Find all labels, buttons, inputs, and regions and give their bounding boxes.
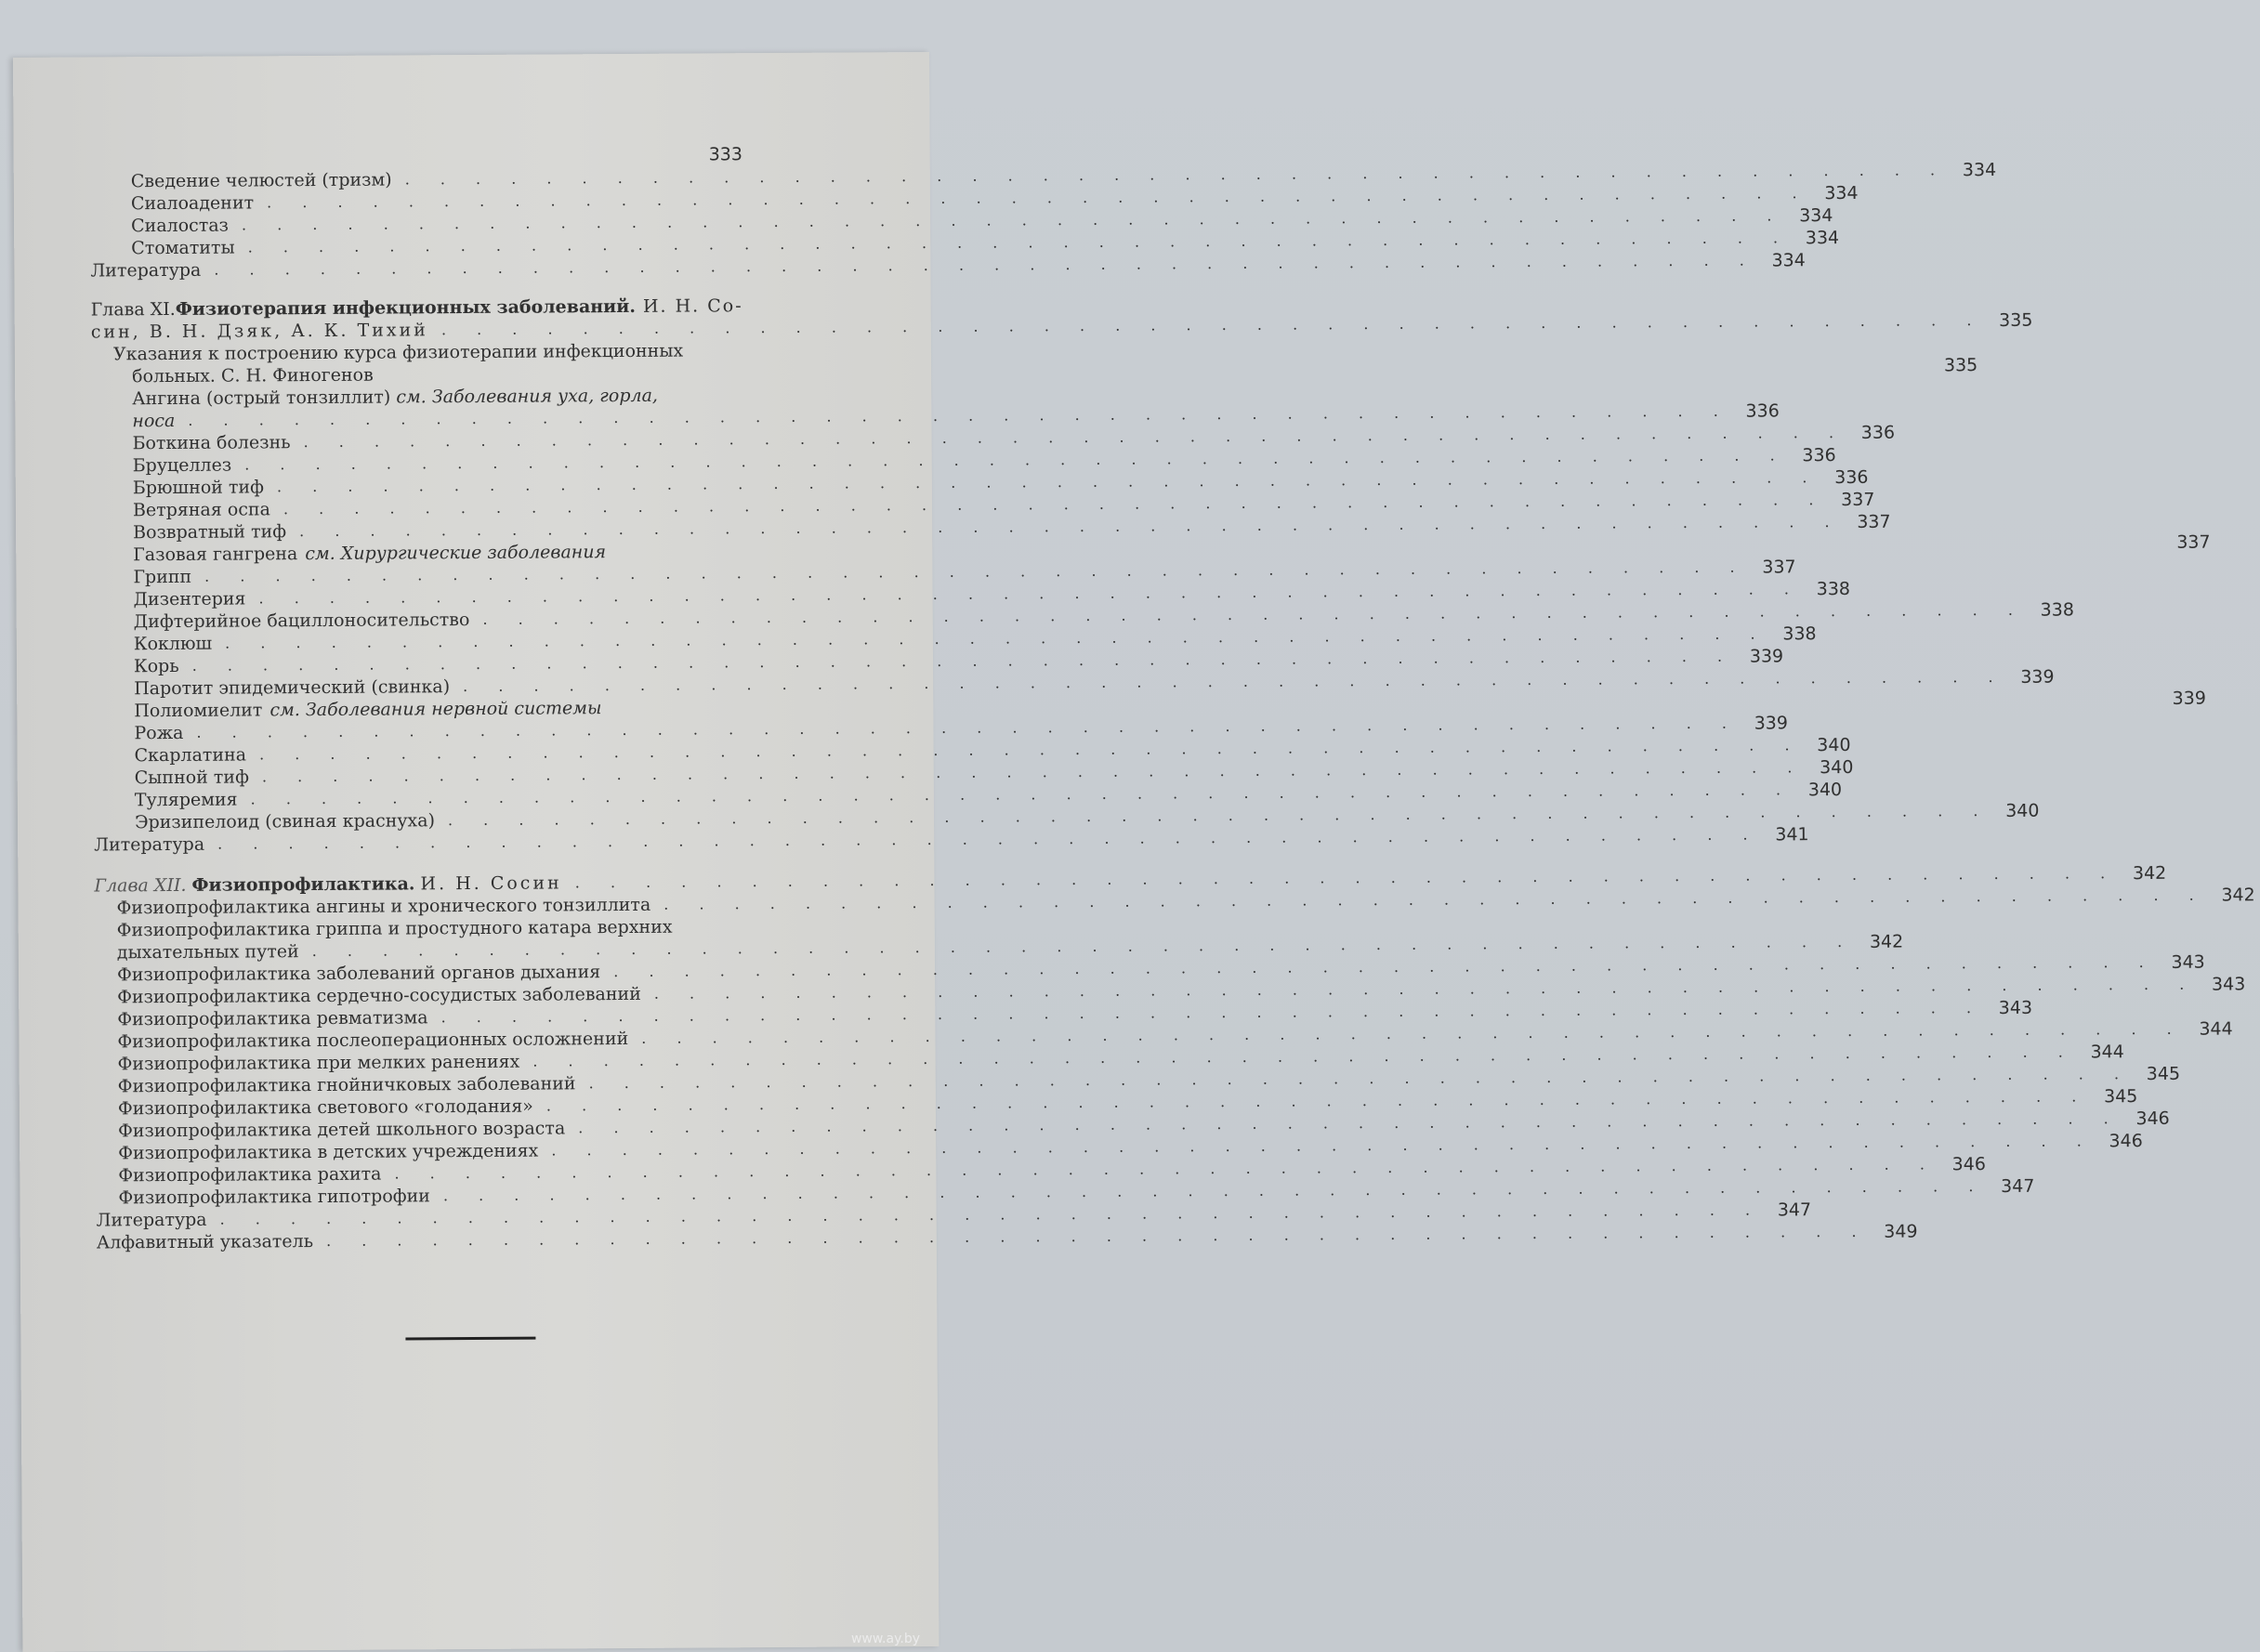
leader-dots: . . . . . . . . . . . . . . . . . . . . . . . . . . . . . . . . . . . . . . . . . . . . bbox=[247, 229, 1792, 256]
toc-entry-page: 338 bbox=[1816, 578, 1851, 600]
toc-entry-title: Дизентерия bbox=[133, 588, 246, 610]
leader-dots: . . . . . . . . . . . . . . . . . . . . . . . . . . . . . . . . . . . . . . . . . . . . bbox=[250, 780, 1794, 808]
toc-entry-page: 340 bbox=[2005, 800, 2040, 821]
toc-entry-title: больных. С. Н. Финогенов bbox=[132, 364, 374, 387]
toc-entry-page: 340 bbox=[1817, 734, 1851, 756]
cross-reference: см. Заболевания уха, горла, bbox=[396, 385, 659, 408]
toc-entry-page: 336 bbox=[1745, 400, 1780, 422]
toc-entry-title: Паротит эпидемический (свинка) bbox=[134, 676, 451, 700]
toc-entry-title: Дифтерийное бациллоносительство bbox=[133, 610, 470, 633]
leader-dots: . . . . . . . . . . . . . . . . . . . . . . . . . . . . . . . . . . . . . . . . . . . . bbox=[214, 251, 1757, 279]
toc-entry-page: 342 bbox=[2221, 885, 2255, 906]
leader-dots: . . . . . . . . . . . . . . . . . . . . . . . . . . . . . . . . . . . . . . . . . . . . bbox=[440, 311, 1985, 339]
toc-entry-page: 338 bbox=[1782, 623, 1817, 645]
leader-dots: . . . . . . . . . . . . . . . . . . . . . . . . . . . . . . . . . . . . . . . . . . . . bbox=[442, 1177, 1987, 1205]
toc-entry-page: 338 bbox=[2040, 599, 2074, 621]
leader-dots: . . . . . . . . . . . . . . . . . . . . . . . . . . . . . . . . . . . . . . . . . . . . bbox=[217, 825, 1761, 853]
book-page bbox=[13, 52, 2255, 1652]
toc-entry-title: Газовая гангрена bbox=[133, 544, 298, 566]
leader-dots: . . . . . . . . . . . . . . . . . . . . . . . . . . . . . . . . . . . . . . . . . . . . bbox=[311, 932, 1856, 961]
leader-dots: . . . . . . . . . . . . . . . . . . . . . . . . . . . . . . . . . . . . . . . . . . . . bbox=[463, 667, 2006, 696]
toc-entry-page: 336 bbox=[1802, 445, 1836, 466]
toc-entry-title: Литература bbox=[96, 1209, 207, 1231]
leader-dots: . . . . . . . . . . . . . . . . . . . . . . . . . . . . . . . . . . . . . . . . . . . . bbox=[641, 1019, 2185, 1047]
toc-entry-title: Физиопрофилактика гриппа и простудного катара верхних bbox=[116, 916, 673, 941]
toc-entry-title: Скарлатина bbox=[134, 744, 247, 767]
leader-dots: . . . . . . . . . . . . . . . . . . . . . . . . . . . . . . . . . . . . . . . . . . . . bbox=[225, 624, 1768, 652]
toc-entry-title: Эризипелоид (свиная краснуха) bbox=[134, 810, 436, 833]
toc-entry-page: 336 bbox=[1860, 422, 1896, 443]
toc-entry-page: 344 bbox=[2090, 1042, 2124, 1063]
leader-dots: . . . . . . . . . . . . . . . . . . . . . . . . . . . . . . . . . . . . . . . . . . . . bbox=[188, 401, 1731, 429]
toc-entry-page: 342 bbox=[1869, 931, 1904, 952]
toc-entry-page: 347 bbox=[2001, 1175, 2035, 1197]
toc-entry bbox=[90, 250, 1806, 282]
chapter-label: Глава XII. bbox=[94, 874, 187, 897]
toc-entry-page: 345 bbox=[2104, 1086, 2138, 1108]
toc-entry-title: Сиалостаз bbox=[131, 215, 230, 237]
toc-entry-title: Физиопрофилактика послеоперационных осложнений bbox=[117, 1028, 629, 1053]
toc-entry-page: 342 bbox=[2132, 862, 2167, 885]
toc-entry-page: 347 bbox=[1777, 1200, 1812, 1221]
toc-entry-page: 335 bbox=[1999, 309, 2033, 331]
leader-dots: . . . . . . . . . . . . . . . . . . . . . . . . . . . . . . . . . . . . . . . . . . . . bbox=[191, 647, 1736, 675]
leader-dots: . . . . . . . . . . . . . . . . . . . . . . . . . . . . . . . . . . . . . . . . . . . . bbox=[196, 714, 1740, 741]
chapter-title: Физиотерапия инфекционных заболеваний. bbox=[175, 295, 636, 320]
toc-top-page-number: 333 bbox=[708, 144, 742, 165]
toc-entry-title: Сыпной тиф bbox=[134, 767, 249, 789]
leader-dots: . . . . . . . . . . . . . . . . . . . . . . . . . . . . . . . . . . . . . . . . . . . . bbox=[653, 975, 2198, 1003]
toc-entry-page: 337 bbox=[1841, 489, 1875, 510]
toc-entry-page: 334 bbox=[1824, 182, 1859, 204]
leader-dots: . . . . . . . . . . . . . . . . . . . . . . . . . . . . . . . . . . . . . . . . . . . . bbox=[574, 864, 2119, 892]
toc-entry-title: Физиопрофилактика рахита bbox=[118, 1163, 382, 1187]
toc-entry-title: Боткина болезнь bbox=[132, 432, 291, 454]
toc-entry-title: Физиопрофилактика гипотрофии bbox=[118, 1186, 430, 1209]
end-rule bbox=[405, 1337, 535, 1341]
toc-entry bbox=[132, 355, 1978, 387]
toc-entry-title: Туляремия bbox=[134, 789, 238, 811]
toc-entry bbox=[116, 885, 2255, 919]
leader-dots: . . . . . . . . . . . . . . . . . . . . . . . . . . . . . . . . . . . . . . . . . . . . bbox=[394, 1155, 1938, 1183]
toc-entry-title: Физиопрофилактика детей школьного возраста bbox=[117, 1118, 566, 1142]
leader-dots: . . . . . . . . . . . . . . . . . . . . . . . . . . . . . . . . . . . . . . . . . . . . bbox=[299, 512, 1843, 541]
toc-entry-title: Возвратный тиф bbox=[133, 521, 287, 544]
leader-dots: . . . . . . . . . . . . . . . . . . . . . . . . . . . . . . . . . . . . . . . . . . . . bbox=[241, 206, 1785, 234]
toc-entry-page: 339 bbox=[2020, 666, 2055, 688]
toc-entry-page: 346 bbox=[2109, 1131, 2143, 1152]
toc-entry-title: Физиопрофилактика сердечно-сосудистых заболеваний bbox=[117, 983, 641, 1008]
toc-entry-title: Корь bbox=[133, 655, 179, 677]
toc-entry-title: Сведение челюстей (тризм) bbox=[130, 169, 392, 192]
chapter-authors-continued: син, В. Н. Дзяк, А. К. Тихий bbox=[90, 320, 428, 343]
leader-dots: . . . . . . . . . . . . . . . . . . . . . . . . . . . . . . . . . . . . . . . . . . . . bbox=[276, 468, 1820, 496]
table-of-contents bbox=[13, 52, 2255, 1652]
toc-entry-page: 334 bbox=[1799, 205, 1833, 227]
toc-entry-title: Ветряная оспа bbox=[132, 499, 271, 521]
leader-dots: . . . . . . . . . . . . . . . . . . . . . . . . . . . . . . . . . . . . . . . . . . . . bbox=[447, 802, 1991, 830]
toc-entry-page: 346 bbox=[2135, 1108, 2170, 1130]
toc-entry-page: 334 bbox=[1771, 250, 1806, 271]
leader-dots: . . . . . . . . . . . . . . . . . . . . . . . . . . . . . . . . . . . . . . . . . . . . bbox=[545, 1087, 2090, 1115]
chapter-label: Глава XI. bbox=[90, 298, 176, 321]
cross-reference: см. Хирургические заболевания bbox=[305, 542, 607, 565]
chapter-authors: И. Н. Со- bbox=[642, 295, 743, 317]
toc-entry-title: Коклюш bbox=[133, 633, 213, 655]
leader-dots: . . . . . . . . . . . . . . . . . . . . . . . . . . . . . . . . . . . . . . . . . . . . bbox=[440, 999, 1985, 1027]
toc-entry-page: 337 bbox=[2176, 531, 2211, 553]
cross-reference: см. Заболевания нервной системы bbox=[269, 698, 602, 721]
toc-entry-page: 339 bbox=[1749, 646, 1784, 667]
toc-entry-title: Физиопрофилактика в детских учреждениях bbox=[118, 1140, 539, 1164]
toc-entry-title bbox=[132, 385, 658, 410]
toc-entry-page: 334 bbox=[1805, 227, 1840, 249]
toc-entry-page: 337 bbox=[1857, 511, 1891, 532]
toc-entry-title: Стоматиты bbox=[131, 237, 235, 259]
leader-dots: . . . . . . . . . . . . . . . . . . . . . . . . . . . . . . . . . . . . . . . . . . . . bbox=[282, 491, 1827, 518]
toc-entry-page: 336 bbox=[1834, 466, 1869, 489]
toc-entry-title: Литература bbox=[90, 259, 202, 282]
toc-entry bbox=[96, 1221, 1918, 1254]
leader-dots: . . . . . . . . . . . . . . . . . . . . . . . . . . . . . . . . . . . . . . . . . . . . bbox=[588, 1065, 2133, 1093]
toc-entry-page: 340 bbox=[1807, 779, 1843, 801]
toc-entry-page: 334 bbox=[1962, 159, 1997, 181]
toc-entry-title: Бруцеллез bbox=[132, 454, 232, 477]
toc-entry-title: Литература bbox=[94, 833, 205, 856]
leader-dots: . . . . . . . . . . . . . . . . . . . . . . . . . . . . . . . . . . . . . . . . . . . . bbox=[244, 446, 1788, 474]
leader-dots: . . . . . . . . . . . . . . . . . . . . . . . . . . . . . . . . . . . . . . . . . . . . bbox=[303, 423, 1847, 452]
leader-dots: . . . . . . . . . . . . . . . . . . . . . . . . . . . . . . . . . . . . . . . . . . . . bbox=[325, 1222, 1870, 1250]
toc-entry-title: дыхательных путей bbox=[116, 941, 299, 964]
toc-entry-page: 344 bbox=[2199, 1018, 2233, 1040]
toc-entry-page: 339 bbox=[2172, 688, 2206, 709]
leader-dots: . . . . . . . . . . . . . . . . . . . . . . . . . . . . . . . . . . . . . . . . . . . . bbox=[613, 952, 2157, 981]
entry-text: Ангина (острый тонзиллит) bbox=[132, 387, 391, 410]
toc-entry-page: 346 bbox=[1951, 1154, 1986, 1175]
toc-entry-title: Грипп bbox=[133, 566, 192, 588]
leader-dots: . . . . . . . . . . . . . . . . . . . . . . . . . . . . . . . . . . . . . . . . . . . . bbox=[664, 885, 2207, 913]
leader-dots: . . . . . . . . . . . . . . . . . . . . . . . . . . . . . . . . . . . . . . . . . . . . bbox=[551, 1132, 2095, 1160]
toc-entry-page: 335 bbox=[1943, 355, 1978, 376]
toc-entry-title: Физиопрофилактика заболеваний органов дыхания bbox=[116, 962, 601, 986]
toc-entry-title: Физиопрофилактика при мелких ранениях bbox=[117, 1051, 520, 1075]
leader-dots: . . . . . . . . . . . . . . . . . . . . . . . . . . . . . . . . . . . . . . . . . . . . bbox=[404, 161, 1949, 189]
leader-dots: . . . . . . . . . . . . . . . . . . . . . . . . . . . . . . . . . . . . . . . . . . . . bbox=[261, 758, 1806, 786]
leader-dots: . . . . . . . . . . . . . . . . . . . . . . . . . . . . . . . . . . . . . . . . . . . . bbox=[258, 580, 1803, 608]
toc-entry-title: Полиомиелит bbox=[134, 700, 263, 722]
toc-entry-title: носа bbox=[132, 410, 176, 432]
toc-entry-title: Сиалоаденит bbox=[130, 192, 255, 215]
chapter-title: Физиопрофилактика. bbox=[191, 873, 415, 896]
toc-entry-page: 343 bbox=[1998, 997, 2033, 1018]
toc-entry-title: Физиопрофилактика ревматизма bbox=[117, 1007, 428, 1030]
toc-entry-page: 345 bbox=[2146, 1063, 2181, 1084]
toc-entry-title: Брюшной тиф bbox=[132, 477, 265, 499]
toc-entry bbox=[94, 824, 1809, 856]
toc-entry-page: 343 bbox=[2171, 951, 2205, 973]
toc-entry-title: Указания к построению курса физиотерапии инфекционных bbox=[112, 340, 684, 365]
leader-dots: . . . . . . . . . . . . . . . . . . . . . . . . . . . . . . . . . . . . . . . . . . . . bbox=[219, 1200, 1764, 1228]
leader-dots: . . . . . . . . . . . . . . . . . . . . . . . . . . . . . . . . . . . . . . . . . . . . bbox=[532, 1042, 2076, 1070]
toc-entry-page: 337 bbox=[1762, 557, 1796, 578]
watermark: www.ay.by bbox=[850, 1632, 920, 1646]
toc-entry-page: 340 bbox=[1820, 756, 1854, 779]
toc-entry-page: 349 bbox=[1884, 1221, 1918, 1242]
toc-entry-title: Рожа bbox=[134, 722, 184, 744]
toc-entry-page: 339 bbox=[1754, 713, 1788, 734]
leader-dots: . . . . . . . . . . . . . . . . . . . . . . . . . . . . . . . . . . . . . . . . . . . . bbox=[482, 600, 2026, 628]
toc-entry-title: Физиопрофилактика гнойничковых заболеваний bbox=[117, 1073, 576, 1097]
leader-dots: . . . . . . . . . . . . . . . . . . . . . . . . . . . . . . . . . . . . . . . . . . . . bbox=[267, 184, 1810, 212]
chapter-authors: И. Н. Сосин bbox=[420, 872, 562, 895]
leader-dots: . . . . . . . . . . . . . . . . . . . . . . . . . . . . . . . . . . . . . . . . . . . . bbox=[578, 1109, 2122, 1137]
toc-entry-page: 343 bbox=[2211, 974, 2246, 995]
toc-entry-page: 341 bbox=[1775, 824, 1809, 846]
leader-dots: . . . . . . . . . . . . . . . . . . . . . . . . . . . . . . . . . . . . . . . . . . . . bbox=[258, 736, 1803, 764]
toc-entry-title: Физиопрофилактика ангины и хронического тонзиллита bbox=[116, 894, 651, 919]
toc-entry-title: Алфавитный указатель bbox=[96, 1231, 314, 1253]
toc-entry-title: Физиопрофилактика светового «голодания» bbox=[117, 1095, 533, 1120]
leader-dots: . . . . . . . . . . . . . . . . . . . . . . . . . . . . . . . . . . . . . . . . . . . . bbox=[204, 557, 1748, 585]
